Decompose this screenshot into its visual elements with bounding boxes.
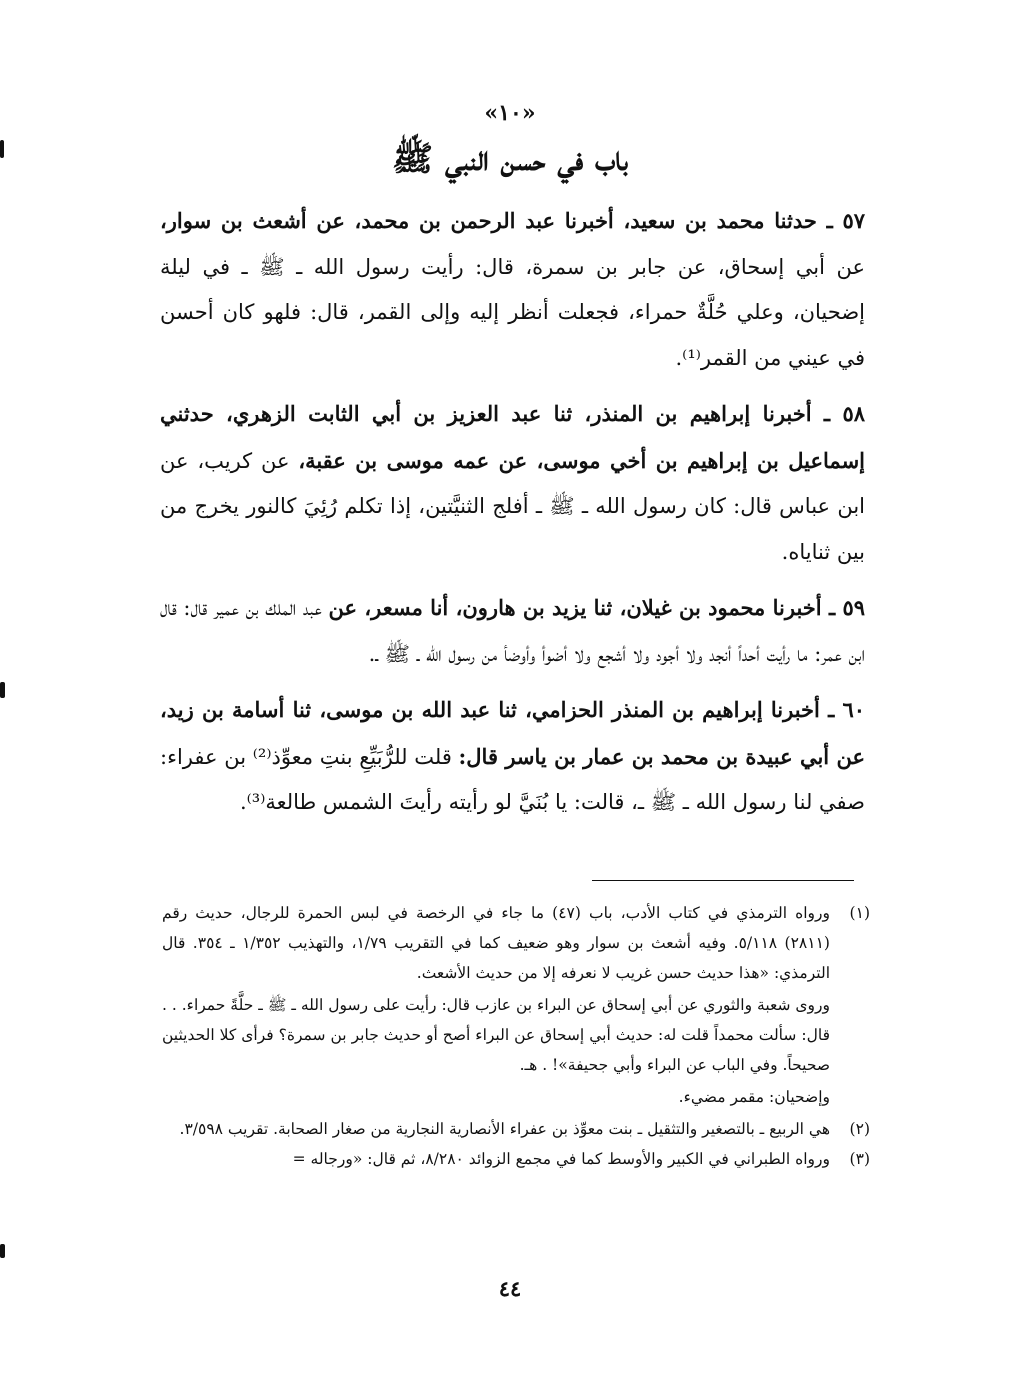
hadith-matn: عبد الملك بن عمير قال: قال ابن عمر: ما رأيت أحداً أنجد ولا أجود ولا أشجع ولا أضوأ وأوضأ من رسول الله ـ ﷺ ـ.	[160, 596, 865, 666]
footnote-marker: (٣)	[849, 1150, 870, 1168]
hadith-number: ٥٨ ـ	[823, 401, 865, 426]
footnote-text: هي الربيع ـ بالتصغير والتثقيل ـ بنت معوِّذ بن عفراء الأنصارية النجارية من صغار الصحابة. تقريب ٣/٥٩٨.	[179, 1120, 830, 1138]
footnote-text: ورواه الترمذي في كتاب الأدب، باب (٤٧) ما جاء في الرخصة في لبس الحمرة للرجال، حديث رقم (٢٨١١) ٥/١١٨. وفيه أشعث بن سوار وهو ضعيف كما في التقريب ١/٧٩، والتهذيب ١/٣٥٢ ـ ٣٥٤. قال الترمذي: «هذا حديث حسن غريب لا نعرفه إلا من حديث الأشعث.	[162, 904, 831, 982]
chapter-number: «١٠»	[484, 100, 536, 126]
hadith-number: ٦٠ ـ	[828, 697, 865, 722]
footnote-text: ورواه الطبراني في الكبير والأوسط كما في مجمع الزوائد ٨/٢٨٠، ثم قال: «ورجاله =	[292, 1150, 830, 1168]
scan-edge-mark	[0, 1244, 5, 1258]
hadith-list	[160, 198, 865, 836]
footnotes	[162, 898, 870, 1174]
footnote-1-definition: وإضحيان: مقمر مضيء.	[678, 1088, 830, 1106]
hadith-matn: قلت للرُّبَيِّعِ بنتِ معوِّذ⁽²⁾ بن عفراء: صفي لنا رسول الله ـ ﷺ ـ، قالت: يا بُنَيَّ لو رأيته رأيتَ الشمس طالعة⁽³⁾.	[160, 744, 865, 814]
hadith-59	[160, 585, 865, 677]
scan-edge-mark	[0, 140, 4, 158]
hadith-matn: عن أبي إسحاق، عن جابر بن سمرة، قال: رأيت رسول الله ـ ﷺ ـ في ليلة إضحيان، وعلي حُلَّةٌ حمراء، فجعلت أنظر إليه وإلى القمر، قال: فلهو كان أحسن في عيني من القمر⁽¹⁾.	[160, 254, 865, 370]
footnote-3	[162, 1144, 870, 1174]
scan-edge-mark	[0, 682, 5, 698]
footnote-marker: (١)	[849, 904, 870, 922]
hadith-isnad: أخبرنا إبراهيم بن المنذر، ثنا عبد العزيز بن أبي الثابت الزهري، حدثني إسماعيل بن إبراهيم بن أخي موسى، عن عمه موسى بن عقبة،	[160, 401, 865, 473]
hadith-isnad: حدثنا محمد بن سعيد، أخبرنا عبد الرحمن بن محمد، عن أشعث بن سوار،	[160, 208, 827, 233]
footnote-1-continuation: وروى شعبة والثوري عن أبي إسحاق عن البراء بن عازب قال: رأيت على رسول الله ـ ﷺ ـ حلَّةً حمراء. . . قال: سألت محمداً قلت له: حديث أبي إسحاق عن البراء أصح أو حديث جابر بن سمرة؟ فرأى كلا الحديثين صحيحاً. وفي الباب عن البراء وأبي جحيفة»! . هـ.	[162, 996, 830, 1074]
footnote-divider	[592, 880, 854, 881]
hadith-60	[160, 687, 865, 826]
footnote-marker: (٢)	[849, 1120, 870, 1138]
hadith-number: ٥٧ ـ	[826, 208, 865, 233]
hadith-58	[160, 391, 865, 575]
footnote-1	[162, 898, 870, 988]
footnote-2	[162, 1114, 870, 1144]
page-number: ٤٤	[498, 1276, 522, 1301]
chapter-title: باب في حسن النبي ﷺ	[392, 139, 628, 179]
hadith-isnad: أخبرنا إبراهيم بن المنذر الحزامي، ثنا عبد الله بن موسى، ثنا أسامة بن زيد، عن أبي عبيدة بن محمد بن عمار بن ياسر قال:	[160, 697, 865, 769]
hadith-57	[160, 198, 865, 381]
hadith-matn: عن كريب، عن ابن عباس قال: كان رسول الله ـ ﷺ ـ أفلج الثنيَّتين، إذا تكلم رُئِيَ كالنور يخرج من بين ثناياه.	[160, 448, 865, 564]
hadith-number: ٥٩ ـ	[828, 595, 866, 620]
hadith-isnad: أخبرنا محمود بن غيلان، ثنا يزيد بن هارون، أنا مسعر، عن	[328, 595, 829, 620]
